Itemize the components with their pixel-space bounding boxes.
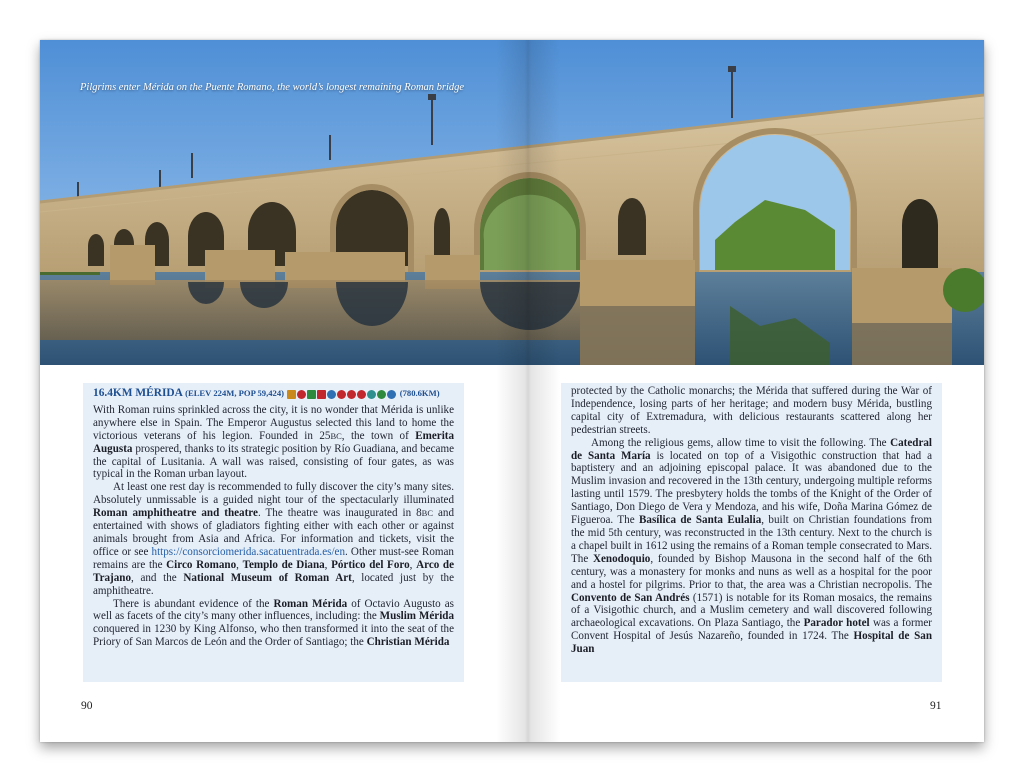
stage-heading [93,387,454,401]
stage-meta: (ELEV 224M, POP 59,424) [185,388,285,398]
facility-icons [287,388,397,401]
medical-icon [377,390,386,399]
albergue-icon [287,390,296,399]
bridge-photo [40,40,984,365]
book-spread [40,40,984,742]
info-icon [387,390,396,399]
hotel-icon [297,390,306,399]
left-text-panel [83,383,464,682]
paragraph-2: At least one rest day is recommended to fully discover the city’s many sites. Absolutely unmissable is a guided night tour of the spectacularly illuminated Roman amphitheatre and theatre. The theatre was inaugurated in 8BC and entertained with shows of gladiators fighting either with each other or against animals brought from Asia and Africa. For information and tickets, visit the office or see https://consorciomerida.sacatuentrada.es/en. Other must-see Roman remains are the Circo Romano, Templo de Diana, Pórtico del Foro, Arco de Trajano, and the National Museum of Roman Art, located just by the amphitheatre. [93,481,455,597]
pharmacy-icon [347,390,356,399]
atm-icon [357,390,366,399]
bus-icon [367,390,376,399]
stage-distance-title: 16.4KM MÉRIDA [93,387,183,399]
bar-icon [327,390,336,399]
restaurant-icon [317,390,326,399]
paragraph-4: protected by the Catholic monarchs; the Mérida that suffered during the War of Independence, losing parts of her heritage; and modern busy Mérida, bustling capital city of Extremadura, with delicious restaurants scattered along her pedestrian streets. [571,385,932,436]
consorcio-link[interactable]: https://consorciomerida.sacatuentrada.es/en [151,545,345,558]
page-number-left: 90 [81,700,93,712]
camping-icon [307,390,316,399]
remaining-distance: (780.6KM) [399,388,440,398]
paragraph-3: There is abundant evidence of the Roman Mérida of Octavio Augusto as well as facets of the city’s many other influences, including: the Muslim Mérida conquered in 1230 by King Alfonso, who then transformed it into the seat of the Priory of San Marcos de León and the Order of Santiago; the Christian Mérida [93,597,454,649]
paragraph-1: With Roman ruins sprinkled across the city, it is no wonder that Mérida is unlike anywhere else in Spain. The Emperor Augustus selected this land to home the victorious veterans of his legion. Founded in 25BC, the town of Emerita Augusta prospered, thanks to its strategic position by Río Guadiana, and became the capital of Lusitania. A wall was raised, consisting of four gates, as was typical in the Roman urban layout. [93,403,455,481]
photo-caption: Pilgrims enter Mérida on the Puente Romano, the world’s longest remaining Roman bridge [80,82,465,93]
page-number-right: 91 [930,700,942,712]
paragraph-5: Among the religious gems, allow time to visit the following. The Catedral de Santa María is located on top of a Visigothic construction that had a baptistery and an adjoining episcopal palace. It was abandoned due to the Muslim invasion and recovered in the 13th century, undergoing multiple reforms lasting until 1579. The presbytery holds the tombs of the Knight of the Order of Santiago, Don Diego de Vera y Mendoza, and his wife, Doña Marina Gómez de Figueroa. The Basílica de Santa Eulalia, built on Christian foundations from the mid 5th century, was reconstructed in the 13th century. Next to the church is a chapel built in 1612 using the remains of a Roman temple consecrated to Mars. The Xenodoquio, founded by Bishop Mausona in the second half of the 6th century, was a monastery for monks and nuns as well as a hospital for the poor and a hostel for pilgrims. Prior to that, the area was a Christian necropolis. The Convento de San Andrés (1571) is notable for its Roman mosaics, the remains of a Visigothic church, and a Muslim cemetery and wall discovered following archaeological excavations. On Plaza Santiago, the Parador hotel was a former Convent Hospital of Jesús Nazareño, founded in 1724. The Hospital de San Juan [571,436,932,656]
shop-icon [337,390,346,399]
right-text-panel [561,383,942,682]
